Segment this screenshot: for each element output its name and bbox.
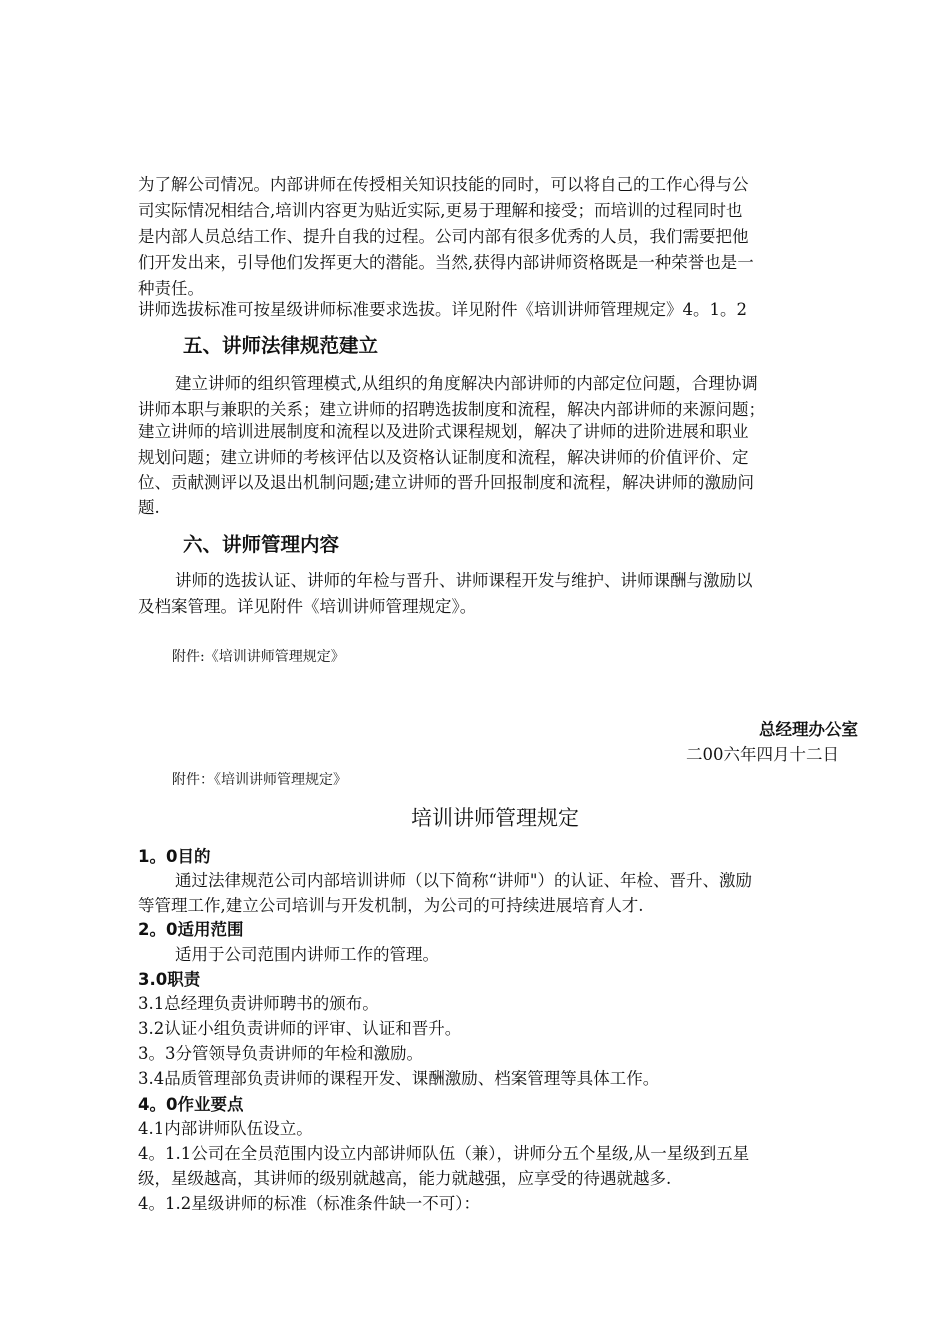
attachment-note: 附件:《培训讲师管理规定》: [172, 649, 345, 665]
intro-line: 讲师选拔标准可按星级讲师标准要求选拔。详见附件《培训讲师管理规定》4。1。2: [138, 300, 747, 319]
body-line: 4.1内部讲师队伍设立。: [138, 1119, 313, 1138]
attachment-note: 附件：《培训讲师管理规定》: [172, 772, 347, 788]
list-item: 3.4品质管理部负责讲师的课程开发、课酬激励、档案管理等具体工作。: [138, 1069, 660, 1088]
section5-line: 位、贡献测评以及退出机制问题;建立讲师的晋升回报制度和流程，解决讲师的激励问: [138, 473, 755, 492]
list-item: 3。3分管领导负责讲师的年检和激励。: [138, 1044, 423, 1063]
section-heading: 3.0职责: [138, 970, 201, 989]
body-line: 级，星级越高，其讲师的级别就越高，能力就越强，应享受的待遇就越多.: [138, 1169, 672, 1188]
body-line: 等管理工作,建立公司培训与开发机制，为公司的可持续进展培育人才.: [138, 896, 644, 915]
list-item: 3.2认证小组负责讲师的评审、认证和晋升。: [138, 1019, 462, 1038]
intro-line: 种责任。: [138, 279, 204, 298]
section5-line: 题.: [138, 498, 160, 517]
section5-line: 建立讲师的培训进展制度和流程以及进阶式课程规划，解决了讲师的进阶进展和职业: [138, 422, 749, 441]
section-heading: 4。0作业要点: [138, 1095, 244, 1114]
section5-heading: 五、讲师法律规范建立: [183, 334, 379, 357]
intro-line: 们开发出来，引导他们发挥更大的潜能。当然,获得内部讲师资格既是一种荣誉也是一: [138, 253, 754, 272]
body-line: 通过法律规范公司内部培训讲师（以下简称“讲师"）的认证、年检、晋升、激励: [175, 871, 753, 890]
body-line: 适用于公司范围内讲师工作的管理。: [175, 945, 439, 964]
signature-date: 二00六年四月十二日: [686, 745, 839, 764]
section6-line: 讲师的选拔认证、讲师的年检与晋升、讲师课程开发与维护、讲师课酬与激励以: [175, 571, 753, 590]
section6-line: 及档案管理。详见附件《培训讲师管理规定》。: [138, 597, 477, 616]
section5-line: 规划问题；建立讲师的考核评估以及资格认证制度和流程，解决讲师的价值评价、定: [138, 448, 749, 467]
body-line: 4。1.1公司在全员范围内设立内部讲师队伍（兼），讲师分五个星级,从一星级到五星: [138, 1144, 750, 1163]
regulation-title: 培训讲师管理规定: [411, 806, 579, 830]
intro-line: 司实际情况相结合,培训内容更为贴近实际,更易于理解和接受；而培训的过程同时也: [138, 201, 743, 220]
section5-line: 建立讲师的组织管理模式,从组织的角度解决内部讲师的内部定位问题，合理协调: [175, 374, 758, 393]
intro-line: 为了解公司情况。内部讲师在传授相关知识技能的同时，可以将自己的工作心得与公: [138, 175, 749, 194]
section5-line: 讲师本职与兼职的关系；建立讲师的招聘选拔制度和流程，解决内部讲师的来源问题；: [138, 400, 765, 419]
body-line: 4。1.2星级讲师的标准（标准条件缺一不可）：: [138, 1194, 480, 1213]
list-item: 3.1总经理负责讲师聘书的颁布。: [138, 994, 379, 1013]
section-heading: 1。0目的: [138, 847, 211, 866]
signature-office: 总经理办公室: [759, 720, 858, 739]
intro-line: 是内部人员总结工作、提升自我的过程。公司内部有很多优秀的人员，我们需要把他: [138, 227, 749, 246]
section6-heading: 六、讲师管理内容: [183, 533, 340, 556]
section-heading: 2。0适用范围: [138, 920, 244, 939]
